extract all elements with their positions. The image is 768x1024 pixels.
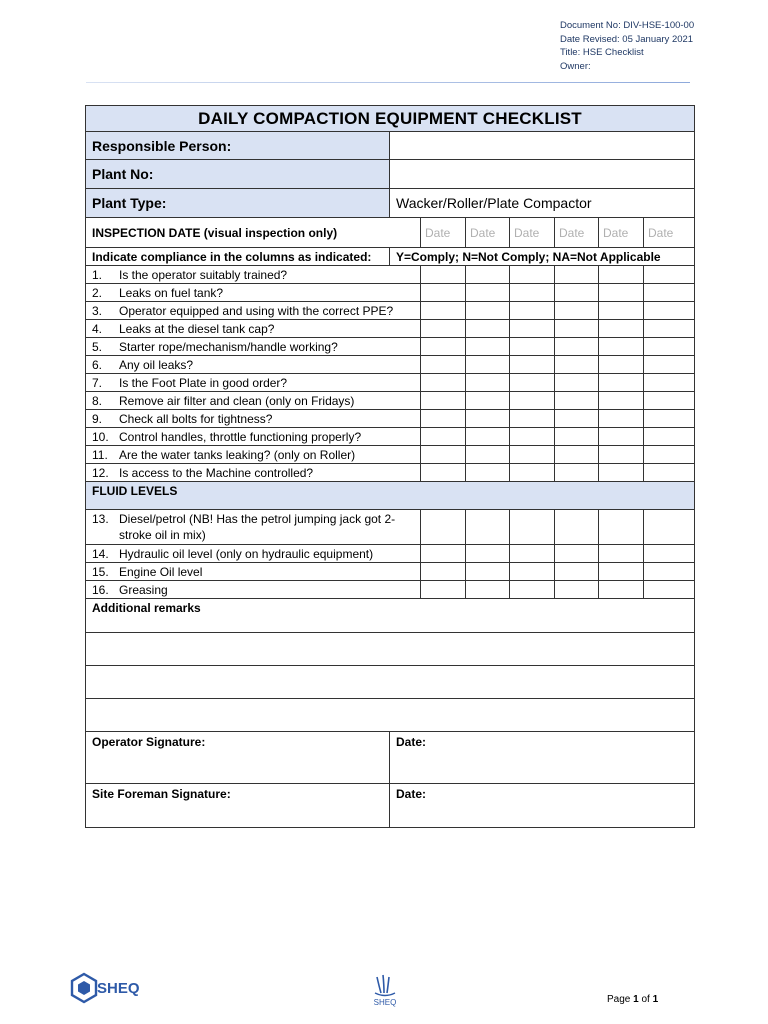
checklist-row xyxy=(86,356,695,374)
compliance-cell-day-5[interactable] xyxy=(599,284,644,302)
item-description: Check all bolts for tightness? xyxy=(119,411,273,426)
compliance-cell-day-5[interactable] xyxy=(599,446,644,464)
item-number: 5. xyxy=(92,339,103,354)
compliance-cell-day-6[interactable] xyxy=(644,428,695,446)
compliance-cell-day-4[interactable] xyxy=(555,446,599,464)
compliance-cell-day-1[interactable] xyxy=(421,266,466,284)
compliance-cell-day-3[interactable] xyxy=(510,581,555,599)
checklist-row xyxy=(86,320,695,338)
compliance-cell-day-3[interactable] xyxy=(510,563,555,581)
item-description: Greasing xyxy=(119,582,168,597)
foreman-date-field[interactable]: Date: xyxy=(390,784,695,828)
additional-remarks-label: Additional remarks xyxy=(86,599,695,633)
checklist-row xyxy=(86,464,695,482)
compliance-cell-day-3[interactable] xyxy=(510,392,555,410)
checklist-row xyxy=(86,410,695,428)
compliance-cell-day-3[interactable] xyxy=(510,545,555,563)
compliance-cell-day-3[interactable] xyxy=(510,446,555,464)
compliance-cell-day-2[interactable] xyxy=(466,581,510,599)
checklist-item-text xyxy=(86,510,421,545)
foreman-signature-field[interactable]: Site Foreman Signature: xyxy=(86,784,390,828)
compliance-cell-day-2[interactable] xyxy=(466,266,510,284)
compliance-cell-day-3[interactable] xyxy=(510,302,555,320)
compliance-cell-day-4[interactable] xyxy=(555,356,599,374)
checklist-table xyxy=(85,105,695,828)
item-description: Leaks on fuel tank? xyxy=(119,285,224,300)
compliance-cell-day-1[interactable] xyxy=(421,563,466,581)
checklist-row xyxy=(86,428,695,446)
item-number: 14. xyxy=(92,546,109,561)
compliance-cell-day-1[interactable] xyxy=(421,302,466,320)
compliance-cell-day-5[interactable] xyxy=(599,428,644,446)
item-description: Is the Foot Plate in good order? xyxy=(119,375,288,390)
checklist-item-text xyxy=(86,545,421,563)
checklist-item-text xyxy=(86,563,421,581)
compliance-cell-day-4[interactable] xyxy=(555,284,599,302)
item-description: Remove air filter and clean (only on Fridays) xyxy=(119,393,355,408)
item-description: Hydraulic oil level (only on hydraulic equipment) xyxy=(119,546,374,561)
compliance-cell-day-6[interactable] xyxy=(644,410,695,428)
checklist-row xyxy=(86,374,695,392)
item-description: Leaks at the diesel tank cap? xyxy=(119,321,275,336)
compliance-cell-day-5[interactable] xyxy=(599,356,644,374)
compliance-cell-day-4[interactable] xyxy=(555,302,599,320)
item-number: 4. xyxy=(92,321,103,336)
compliance-cell-day-4[interactable] xyxy=(555,464,599,482)
item-description: Engine Oil level xyxy=(119,564,203,579)
compliance-cell-day-1[interactable] xyxy=(421,545,466,563)
date-field-2[interactable]: Date xyxy=(466,218,510,248)
compliance-cell-day-6[interactable] xyxy=(644,338,695,356)
fluid-level-row xyxy=(86,581,695,599)
checklist-item-text xyxy=(86,320,421,338)
compliance-cell-day-1[interactable] xyxy=(421,581,466,599)
compliance-cell-day-6[interactable] xyxy=(644,302,695,320)
item-number: 2. xyxy=(92,285,103,300)
date-field-3[interactable]: Date xyxy=(510,218,555,248)
item-number: 8. xyxy=(92,393,103,408)
fluid-levels-heading: FLUID LEVELS xyxy=(86,482,695,510)
compliance-cell-day-4[interactable] xyxy=(555,563,599,581)
plant-type-field[interactable]: Wacker/Roller/Plate Compactor xyxy=(390,189,695,218)
left-logo-text: SHEQ xyxy=(97,980,140,997)
checklist-item-text xyxy=(86,392,421,410)
compliance-cell-day-4[interactable] xyxy=(555,266,599,284)
compliance-cell-day-6[interactable] xyxy=(644,284,695,302)
compliance-cell-day-2[interactable] xyxy=(466,464,510,482)
mid-logo-text: SHEQ xyxy=(373,998,397,1007)
compliance-cell-day-5[interactable] xyxy=(599,464,644,482)
remarks-line-2[interactable] xyxy=(86,666,695,699)
compliance-cell-day-4[interactable] xyxy=(555,428,599,446)
compliance-cell-day-2[interactable] xyxy=(466,356,510,374)
item-description: Is access to the Machine controlled? xyxy=(119,465,314,480)
operator-date-field[interactable]: Date: xyxy=(390,732,695,784)
compliance-cell-day-2[interactable] xyxy=(466,284,510,302)
checklist-item-text xyxy=(86,338,421,356)
compliance-cell-day-6[interactable] xyxy=(644,392,695,410)
fluid-level-row xyxy=(86,563,695,581)
compliance-cell-day-5[interactable] xyxy=(599,320,644,338)
compliance-cell-day-1[interactable] xyxy=(421,464,466,482)
compliance-cell-day-5[interactable] xyxy=(599,410,644,428)
item-number: 3. xyxy=(92,303,103,318)
item-number: 15. xyxy=(92,564,109,579)
responsible-person-field[interactable] xyxy=(390,132,695,160)
item-number: 13. xyxy=(92,512,109,526)
checklist-item-text xyxy=(86,464,421,482)
document-owner: Owner: xyxy=(560,60,591,72)
compliance-cell-day-5[interactable] xyxy=(599,563,644,581)
compliance-cell-day-6[interactable] xyxy=(644,374,695,392)
compliance-cell-day-1[interactable] xyxy=(421,428,466,446)
header-divider xyxy=(86,82,690,83)
compliance-cell-day-5[interactable] xyxy=(599,392,644,410)
checklist-item-text xyxy=(86,302,421,320)
inspection-date-label: INSPECTION DATE (visual inspection only) xyxy=(86,218,421,248)
checklist-row xyxy=(86,284,695,302)
compliance-legend: Y=Comply; N=Not Comply; NA=Not Applicable xyxy=(390,248,695,266)
date-field-5[interactable]: Date xyxy=(599,218,644,248)
compliance-cell-day-3[interactable] xyxy=(510,428,555,446)
fluid-level-row xyxy=(86,510,695,545)
compliance-cell-day-1[interactable] xyxy=(421,356,466,374)
date-field-4[interactable]: Date xyxy=(555,218,599,248)
compliance-cell-day-3[interactable] xyxy=(510,284,555,302)
compliance-cell-day-2[interactable] xyxy=(466,563,510,581)
item-description: Operator equipped and using with the correct PPE? xyxy=(119,303,394,318)
document-number: Document No: DIV-HSE-100-00 xyxy=(560,20,695,31)
item-number: 10. xyxy=(92,429,109,444)
compliance-cell-day-5[interactable] xyxy=(599,581,644,599)
item-description: Is the operator suitably trained? xyxy=(119,267,288,282)
compliance-cell-day-6[interactable] xyxy=(644,545,695,563)
checklist-item-text xyxy=(86,374,421,392)
checklist-row xyxy=(86,302,695,320)
compliance-cell-day-5[interactable] xyxy=(599,545,644,563)
compliance-cell-day-1[interactable] xyxy=(421,446,466,464)
compliance-cell-day-1[interactable] xyxy=(421,510,466,545)
compliance-cell-day-2[interactable] xyxy=(466,446,510,464)
date-field-1[interactable]: Date xyxy=(421,218,466,248)
plant-type-label: Plant Type: xyxy=(86,189,390,218)
compliance-instruction: Indicate compliance in the columns as indicated: xyxy=(86,248,390,266)
compliance-cell-day-4[interactable] xyxy=(555,510,599,545)
sheq-logo-left xyxy=(70,972,140,1004)
item-description: Any oil leaks? xyxy=(119,357,194,372)
item-description: Starter rope/mechanism/handle working? xyxy=(119,339,338,354)
compliance-cell-day-1[interactable] xyxy=(421,374,466,392)
item-number: 1. xyxy=(92,267,103,282)
compliance-cell-day-6[interactable] xyxy=(644,446,695,464)
compliance-cell-day-1[interactable] xyxy=(421,320,466,338)
plant-no-field[interactable] xyxy=(390,160,695,189)
compliance-cell-day-6[interactable] xyxy=(644,356,695,374)
compliance-cell-day-1[interactable] xyxy=(421,410,466,428)
item-number: 12. xyxy=(92,465,109,480)
item-number: 16. xyxy=(92,582,109,597)
compliance-cell-day-3[interactable] xyxy=(510,510,555,545)
remarks-line-1[interactable] xyxy=(86,633,695,666)
item-description: Are the water tanks leaking? (only on Roller) xyxy=(119,447,356,462)
compliance-cell-day-3[interactable] xyxy=(510,338,555,356)
compliance-cell-day-6[interactable] xyxy=(644,563,695,581)
checklist-title: DAILY COMPACTION EQUIPMENT CHECKLIST xyxy=(86,106,695,132)
plant-no-label: Plant No: xyxy=(86,160,390,189)
compliance-cell-day-3[interactable] xyxy=(510,266,555,284)
compliance-cell-day-2[interactable] xyxy=(466,510,510,545)
checklist-item-text xyxy=(86,446,421,464)
checklist-item-text xyxy=(86,410,421,428)
checklist-item-text xyxy=(86,356,421,374)
compliance-cell-day-6[interactable] xyxy=(644,266,695,284)
item-description: Control handles, throttle functioning properly? xyxy=(119,429,362,444)
compliance-cell-day-4[interactable] xyxy=(555,374,599,392)
compliance-cell-day-1[interactable] xyxy=(421,284,466,302)
compliance-cell-day-5[interactable] xyxy=(599,302,644,320)
compliance-cell-day-1[interactable] xyxy=(421,338,466,356)
compliance-cell-day-3[interactable] xyxy=(510,464,555,482)
compliance-cell-day-2[interactable] xyxy=(466,428,510,446)
document-info xyxy=(560,19,694,73)
page-number: Page 1 of 1 xyxy=(607,994,659,1005)
date-field-6[interactable]: Date xyxy=(644,218,695,248)
compliance-cell-day-4[interactable] xyxy=(555,581,599,599)
compliance-cell-day-2[interactable] xyxy=(466,374,510,392)
compliance-cell-day-5[interactable] xyxy=(599,338,644,356)
checklist-item-text xyxy=(86,428,421,446)
document-title: Title: HSE Checklist xyxy=(560,47,644,58)
checklist-item-text xyxy=(86,284,421,302)
compliance-cell-day-5[interactable] xyxy=(599,510,644,545)
checklist-row xyxy=(86,446,695,464)
checklist-row xyxy=(86,266,695,284)
compliance-cell-day-5[interactable] xyxy=(599,266,644,284)
remarks-line-3[interactable] xyxy=(86,699,695,732)
compliance-cell-day-4[interactable] xyxy=(555,320,599,338)
checklist-item-text xyxy=(86,581,421,599)
checklist-item-text xyxy=(86,266,421,284)
item-number: 11. xyxy=(92,447,108,462)
date-revised: Date Revised: 05 January 2021 xyxy=(560,33,694,45)
compliance-cell-day-2[interactable] xyxy=(466,302,510,320)
item-number: 6. xyxy=(92,357,103,372)
compliance-cell-day-3[interactable] xyxy=(510,320,555,338)
compliance-cell-day-3[interactable] xyxy=(510,374,555,392)
compliance-cell-day-6[interactable] xyxy=(644,510,695,545)
compliance-cell-day-5[interactable] xyxy=(599,374,644,392)
compliance-cell-day-4[interactable] xyxy=(555,392,599,410)
compliance-cell-day-3[interactable] xyxy=(510,410,555,428)
compliance-cell-day-6[interactable] xyxy=(644,464,695,482)
compliance-cell-day-3[interactable] xyxy=(510,356,555,374)
responsible-person-label: Responsible Person: xyxy=(86,132,390,160)
item-description: Diesel/petrol (NB! Has the petrol jumping jack got 2-stroke oil in mix) xyxy=(119,512,396,542)
fluid-level-row xyxy=(86,545,695,563)
checklist-row xyxy=(86,338,695,356)
compliance-cell-day-2[interactable] xyxy=(466,410,510,428)
sheq-logo-center xyxy=(370,973,400,1007)
compliance-cell-day-4[interactable] xyxy=(555,545,599,563)
compliance-cell-day-4[interactable] xyxy=(555,410,599,428)
compliance-cell-day-6[interactable] xyxy=(644,320,695,338)
compliance-cell-day-1[interactable] xyxy=(421,392,466,410)
operator-signature-field[interactable]: Operator Signature: xyxy=(86,732,390,784)
item-number: 7. xyxy=(92,375,103,390)
compliance-cell-day-2[interactable] xyxy=(466,545,510,563)
compliance-cell-day-2[interactable] xyxy=(466,392,510,410)
compliance-cell-day-2[interactable] xyxy=(466,338,510,356)
item-number: 9. xyxy=(92,411,103,426)
compliance-cell-day-4[interactable] xyxy=(555,338,599,356)
checklist-row xyxy=(86,392,695,410)
compliance-cell-day-6[interactable] xyxy=(644,581,695,599)
compliance-cell-day-2[interactable] xyxy=(466,320,510,338)
